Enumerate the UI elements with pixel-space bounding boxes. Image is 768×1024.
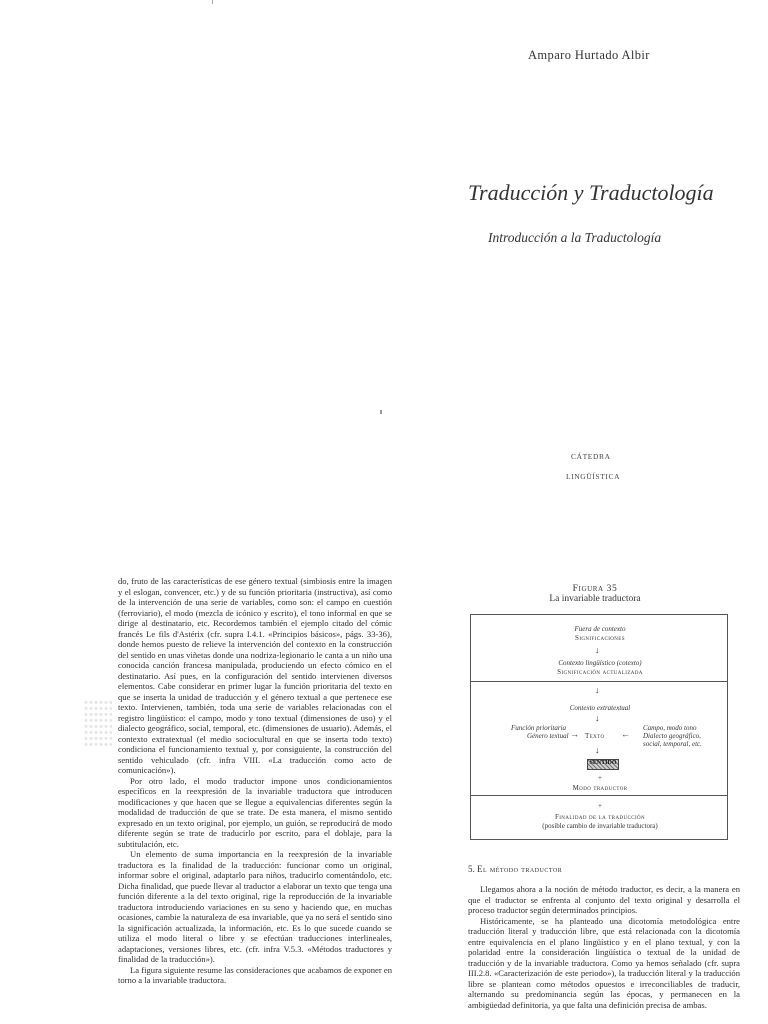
left-column-body <box>118 576 392 986</box>
label-significacion-actualizada: Significación actualizada <box>557 668 643 676</box>
label-contexto-extratextual: Contexto extratextual <box>569 704 631 712</box>
diagram-box-purpose <box>470 795 728 840</box>
scan-noise <box>84 700 112 748</box>
label-modo-traductor: Modo traductor <box>572 784 628 792</box>
figure-caption: La invariable traductora <box>549 594 641 604</box>
section-heading <box>468 864 562 874</box>
figure-label <box>470 584 720 604</box>
label-funcion-prioritaria: Función prioritaria <box>511 724 567 732</box>
label-campo-modo-tono: Campo, modo tono <box>643 724 697 732</box>
label-posible-cambio: (posible cambio de invariable traductora) <box>542 822 658 830</box>
scan-speck <box>380 410 382 414</box>
right-column-body <box>468 884 740 1010</box>
book-title: Traducción y Traductología <box>468 180 714 205</box>
section-title: El método traductor <box>477 864 563 874</box>
body-paragraph: La figura siguiente resume las consideraciones que acabamos de exponer en torno a la invariable traductora. <box>118 964 392 985</box>
body-paragraph: Históricamente, se ha planteado una dicotomía metodológica entre traducción literal y traducción libre, que está relacionada con la dicotomía entre equivalencia en el plano lingüístico y en el plano textual, y con la polaridad entre la consideración lingüística o textual de la unidad de traducción y de la invariable traductora. Como ya hemos señalado (cfr. supra III.2.8. «Caracterización de este periodo»), la traducción literal y la traducción libre se plantean como métodos opuestos e irreconciliables de traducir, alternando su predominancia según las épocas, y permanecen en la ambigüedad definitoria, ya que falta una definición precisa de ambas. <box>468 915 740 1010</box>
arrow-left-icon: ← <box>621 729 630 739</box>
diagram-box-context <box>470 681 728 796</box>
body-paragraph: Llegamos ahora a la noción de método traductor, es decir, a la manera en que el traductor se enfrenta al conjunto del texto original y desarrolla el proceso traductor según determinados principios. <box>468 884 740 915</box>
label-genero-textual: Género textual <box>527 732 569 740</box>
series-label-catedra: CÁTEDRA <box>571 452 611 461</box>
plus-sign: + <box>598 802 602 810</box>
label-significaciones: Significaciones <box>575 634 625 642</box>
arrow-down-icon: ↓ <box>595 685 600 695</box>
arrow-right-icon: → <box>570 729 579 739</box>
book-subtitle: Introducción a la Traductología <box>488 230 662 245</box>
label-finalidad: Finalidad de la traducción <box>554 813 646 821</box>
label-social-temporal: social, temporal, etc. <box>643 740 702 748</box>
invariable-diagram <box>470 614 728 840</box>
body-paragraph: Un elemento de suma importancia en la reexpresión de la invariable traductora es la finalidad de la traducción: funcionar como un original, informar sobre el original, adaptarlo para niños, traducirlo comentándolo, etc. Dicha finalidad, que puede llevar al traductor a elaborar un texto que tenga una función diferente a la del texto original, rige la reproducción de la invariable traductora introduciendo variaciones en su seno y haciendo que, en muchas ocasiones, cambie la naturaleza de esa invariable, que ya no será el sentido sino la significación actualizada, la información, etc. Es lo que sucede cuando se utiliza el modo literal o libre y se efectúan traducciones interlineales, adaptaciones, versiones libres, etc. (cfr. infra V.5.3. «Métodos traductores y finalidad de la traducción»). <box>118 849 392 964</box>
body-paragraph: Por otro lado, el modo traductor impone unos condicionamientos específicos en la reexpresión de la invariable traductora que introducen modificaciones y que hacen que se llegue a equivalencias diferentes según la modalidad de traducción de que se trate. De esta manera, el mismo sentido expresado en un texto original, por ejemplo, un guión, se reproducirá de modo diferente según se trate de traducirlo por escrito, para el doblaje, para la subtitulación, etc. <box>118 775 392 849</box>
arrow-down-icon: ↓ <box>595 645 600 655</box>
figure-number: Figura 35 <box>572 584 618 594</box>
arrow-down-icon: ↓ <box>595 745 600 755</box>
label-dialecto: Dialecto geográfico, <box>643 732 701 740</box>
section-number: 5. <box>468 864 475 874</box>
label-contexto-linguistico: Contexto lingüístico (cotexto) <box>558 659 642 667</box>
diagram-box-meaning <box>470 614 728 682</box>
author-name: Amparo Hurtado Albir <box>528 48 650 62</box>
scan-speck <box>212 0 213 4</box>
body-paragraph: do, fruto de las características de ese género textual (simbiosis entre la imagen y el eslogan, convencer, etc.) y de su función prioritaria (instructiva), así como de la intervención de una serie de variables, como son: el campo en cuestión (ferroviario), el modo (mezcla de icónico y escrito), el tono informal en que se dirige al destinatario, etc. Recordemos también el ejemplo citado del cómic francés Le fils d'Astérix (cfr. supra I.4.1. «Principios básicos», págs. 33-36), donde hemos puesto de relieve la intervención del contexto en la construcción del sentido en unas viñetas donde una nodriza-legionario le canta a un niño una conocida canción francesa manipulada, produciendo un efecto cómico en el destinatario. Así pues, en la configuración del sentido intervienen diversos elementos. Cabe considerar en primer lugar la función prioritaria del texto en que se inserta la unidad de traducción y el género textual a que pertenece ese texto. Intervienen, también, toda una serie de variables relacionadas con el registro lingüístico: el campo, modo y tono textual (dimensiones de uso) y el dialecto geográfico, social, temporal, etc. (dimensiones de usuario). Además, el contexto extratextual (el medio sociocultural en que se inserta todo texto) condiciona el funcionamiento textual y, por consiguiente, la construcción del sentido vehiculado (cfr. infra VIII. «La traducción como acto de comunicación»). <box>118 576 392 775</box>
label-texto: Texto <box>585 732 605 740</box>
arrow-down-icon: ↓ <box>595 713 600 723</box>
label-fuera-contexto: Fuera de contexto <box>574 625 626 633</box>
label-sentido: SENTIDO <box>589 760 617 766</box>
series-label-linguistica: LINGÜÍSTICA <box>566 472 621 481</box>
plus-sign: + <box>598 774 602 782</box>
